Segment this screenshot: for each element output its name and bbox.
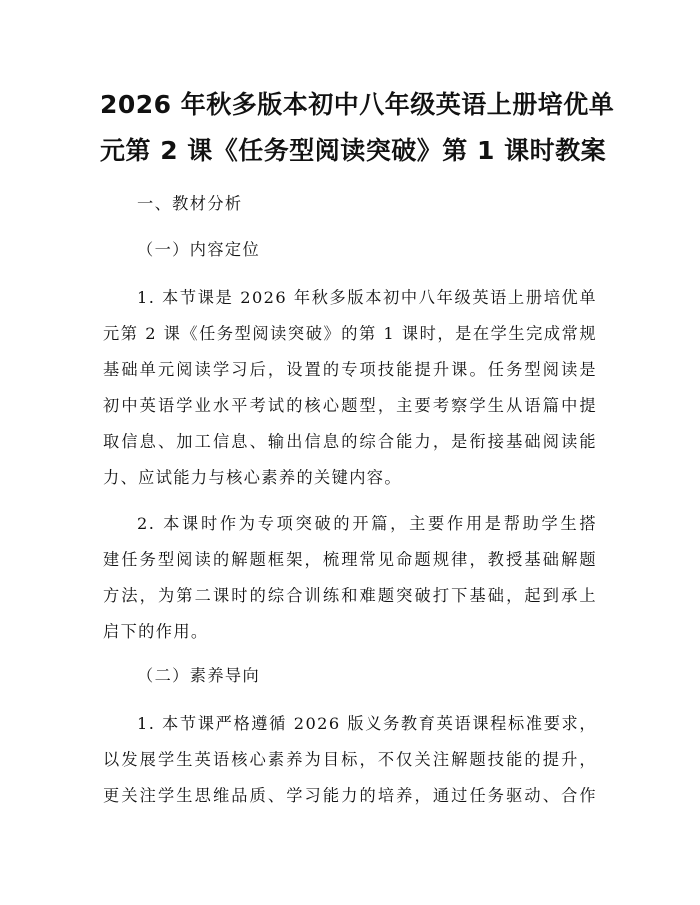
- document-title: [100, 82, 615, 174]
- paragraph-line: 元第 2 课《任务型阅读突破》的第 1 课时，是在学生完成常规: [103, 324, 597, 343]
- paragraph-line: 基础单元阅读学习后，设置的专项技能提升课。任务型阅读是: [103, 360, 597, 379]
- paragraph-line: 1. 本节课是 2026 年秋多版本初中八年级英语上册培优单: [137, 288, 597, 307]
- paragraph-line: 1. 本节课严格遵循 2026 版义务教育英语课程标准要求，: [137, 714, 597, 733]
- paragraph-line: 2. 本课时作为专项突破的开篇，主要作用是帮助学生搭: [137, 514, 597, 533]
- paragraph-line: 取信息、加工信息、输出信息的综合能力，是衔接基础阅读能: [103, 432, 597, 451]
- subsection-heading-literacy-orientation: （二）素养导向: [137, 666, 261, 685]
- paragraph-line: 力、应试能力与核心素养的关键内容。: [103, 468, 402, 487]
- paragraph-content-positioning-1: [103, 280, 597, 496]
- paragraph-literacy-orientation-1: [103, 706, 597, 814]
- paragraph-content-positioning-2: [103, 506, 597, 650]
- paragraph-line: 启下的作用。: [103, 622, 209, 641]
- title-line: 元第 2 课《任务型阅读突破》第 1 课时教案: [100, 136, 607, 165]
- paragraph-line: 更关注学生思维品质、学习能力的培养，通过任务驱动、合作: [103, 786, 597, 805]
- section-heading-textbook-analysis: 一、教材分析: [137, 194, 243, 213]
- paragraph-line: 方法，为第二课时的综合训练和难题突破打下基础，起到承上: [103, 586, 597, 605]
- paragraph-line: 初中英语学业水平考试的核心题型，主要考察学生从语篇中提: [103, 396, 597, 415]
- paragraph-line: 建任务型阅读的解题框架，梳理常见命题规律，教授基础解题: [103, 550, 597, 569]
- subsection-heading-content-positioning: （一）内容定位: [137, 240, 261, 259]
- title-line: 2026 年秋多版本初中八年级英语上册培优单: [100, 90, 615, 119]
- paragraph-line: 以发展学生英语核心素养为目标，不仅关注解题技能的提升，: [103, 750, 597, 769]
